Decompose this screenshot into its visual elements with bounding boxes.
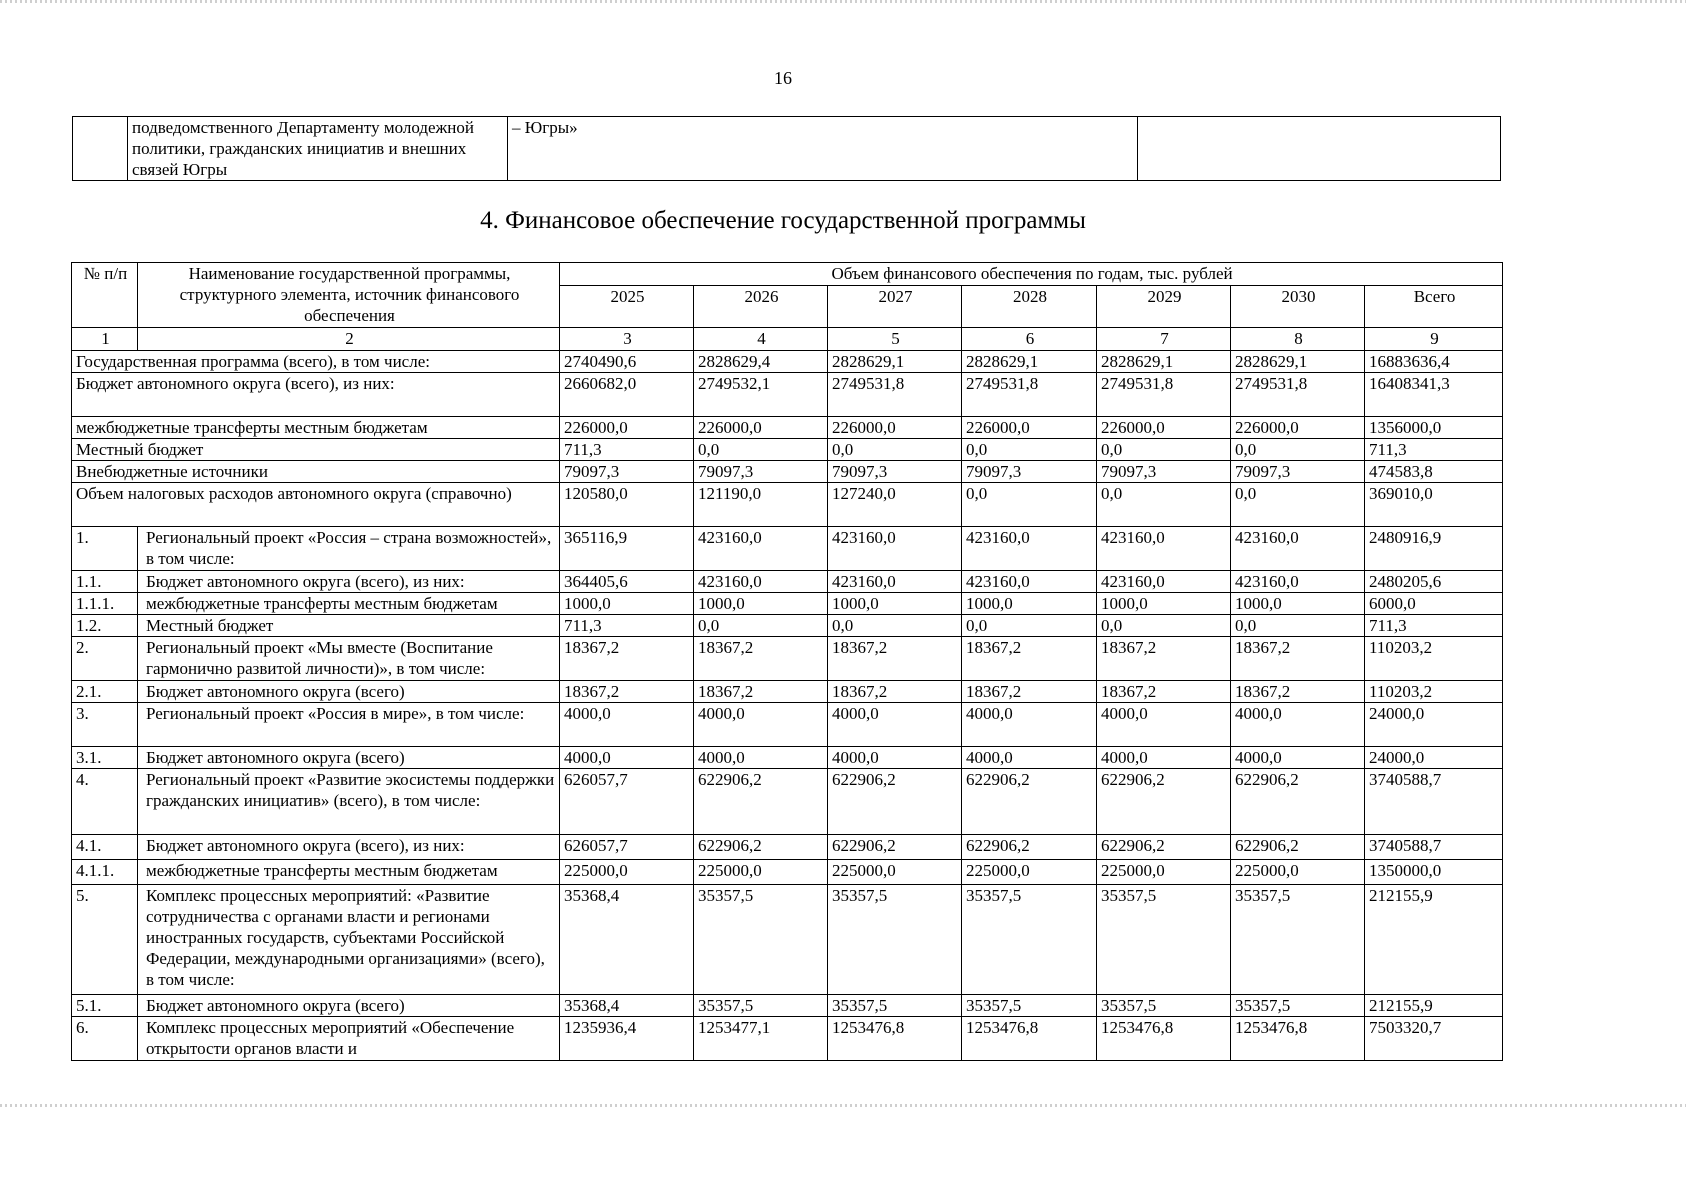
value-cell: 0,0: [694, 615, 828, 637]
column-number: 8: [1231, 328, 1365, 351]
value-cell: 18367,2: [1097, 637, 1231, 681]
table-row: [72, 527, 1503, 571]
row-name: Внебюджетные источники: [72, 461, 560, 483]
value-cell: 2749532,1: [694, 373, 828, 417]
row-name: межбюджетные трансферты местным бюджетам: [138, 860, 560, 885]
previous-table-continuation: [72, 116, 1501, 181]
value-cell: 226000,0: [828, 417, 962, 439]
value-cell: 1000,0: [1097, 593, 1231, 615]
value-cell: 4000,0: [828, 747, 962, 769]
header-num: № п/п: [72, 263, 138, 328]
table-row: [72, 373, 1503, 417]
value-cell: 4000,0: [560, 747, 694, 769]
value-cell: 212155,9: [1365, 885, 1503, 995]
value-cell: 4000,0: [694, 703, 828, 747]
value-cell: 0,0: [1231, 439, 1365, 461]
header-year: 2025: [560, 286, 694, 328]
row-name: Бюджет автономного округа (всего), из них:: [138, 571, 560, 593]
value-cell: 18367,2: [962, 681, 1097, 703]
value-cell: 35357,5: [962, 885, 1097, 995]
value-cell: 18367,2: [1097, 681, 1231, 703]
table-row: [72, 747, 1503, 769]
value-cell: 0,0: [1097, 615, 1231, 637]
row-number: 4.: [72, 769, 138, 835]
value-cell: 423160,0: [1231, 527, 1365, 571]
value-cell: 423160,0: [694, 571, 828, 593]
row-number: 5.1.: [72, 995, 138, 1017]
value-cell: 1000,0: [560, 593, 694, 615]
value-cell: 364405,6: [560, 571, 694, 593]
value-cell: 18367,2: [560, 681, 694, 703]
header-year: 2027: [828, 286, 962, 328]
row-name: Государственная программа (всего), в том числе:: [72, 351, 560, 373]
value-cell: 35368,4: [560, 885, 694, 995]
value-cell: 16408341,3: [1365, 373, 1503, 417]
value-cell: 2749531,8: [828, 373, 962, 417]
header-year: 2026: [694, 286, 828, 328]
value-cell: 1356000,0: [1365, 417, 1503, 439]
cell: подведомственного Департаменту молодежной политики, гражданских инициатив и внешних связей Югры: [128, 117, 508, 181]
table-row: [72, 681, 1503, 703]
value-cell: 18367,2: [828, 637, 962, 681]
value-cell: 226000,0: [560, 417, 694, 439]
value-cell: 79097,3: [1231, 461, 1365, 483]
value-cell: 35357,5: [1231, 885, 1365, 995]
table-row: [72, 703, 1503, 747]
value-cell: 0,0: [1231, 615, 1365, 637]
value-cell: 3740588,7: [1365, 835, 1503, 860]
value-cell: 79097,3: [1097, 461, 1231, 483]
row-number: 3.: [72, 703, 138, 747]
value-cell: 1000,0: [1231, 593, 1365, 615]
value-cell: 711,3: [560, 439, 694, 461]
row-name: Бюджет автономного округа (всего): [138, 747, 560, 769]
value-cell: 423160,0: [1231, 571, 1365, 593]
cell: [1138, 117, 1501, 181]
value-cell: 622906,2: [694, 835, 828, 860]
value-cell: 423160,0: [1097, 527, 1231, 571]
value-cell: 0,0: [1231, 483, 1365, 527]
value-cell: 2828629,1: [828, 351, 962, 373]
value-cell: 423160,0: [1097, 571, 1231, 593]
value-cell: 622906,2: [828, 769, 962, 835]
value-cell: 2828629,1: [962, 351, 1097, 373]
value-cell: 4000,0: [962, 747, 1097, 769]
section-title: 4. Финансовое обеспечение государственной программы: [480, 207, 1086, 234]
value-cell: 711,3: [1365, 615, 1503, 637]
value-cell: 365116,9: [560, 527, 694, 571]
value-cell: 423160,0: [694, 527, 828, 571]
row-name: Местный бюджет: [138, 615, 560, 637]
row-number: 1.2.: [72, 615, 138, 637]
value-cell: 626057,7: [560, 769, 694, 835]
column-number: 9: [1365, 328, 1503, 351]
value-cell: 622906,2: [962, 835, 1097, 860]
value-cell: 2740490,6: [560, 351, 694, 373]
value-cell: 1253476,8: [962, 1017, 1097, 1061]
value-cell: 226000,0: [962, 417, 1097, 439]
value-cell: 622906,2: [1097, 835, 1231, 860]
row-number: 2.1.: [72, 681, 138, 703]
value-cell: 4000,0: [694, 747, 828, 769]
value-cell: 18367,2: [962, 637, 1097, 681]
table-body: [72, 351, 1503, 1061]
column-number: 1: [72, 328, 138, 351]
value-cell: 18367,2: [560, 637, 694, 681]
value-cell: 4000,0: [1097, 703, 1231, 747]
row-number: 4.1.1.: [72, 860, 138, 885]
value-cell: 18367,2: [1231, 637, 1365, 681]
value-cell: 226000,0: [694, 417, 828, 439]
table-row: [73, 117, 1501, 181]
value-cell: 622906,2: [1231, 835, 1365, 860]
value-cell: 1000,0: [962, 593, 1097, 615]
value-cell: 225000,0: [828, 860, 962, 885]
value-cell: 1350000,0: [1365, 860, 1503, 885]
value-cell: 2828629,4: [694, 351, 828, 373]
table-row: [72, 483, 1503, 527]
cell: – Югры»: [508, 117, 1138, 181]
value-cell: 369010,0: [1365, 483, 1503, 527]
value-cell: 2749531,8: [1231, 373, 1365, 417]
value-cell: 626057,7: [560, 835, 694, 860]
value-cell: 4000,0: [1231, 703, 1365, 747]
row-name: Бюджет автономного округа (всего): [138, 681, 560, 703]
table-row: [72, 571, 1503, 593]
row-name: Бюджет автономного округа (всего), из них:: [72, 373, 560, 417]
value-cell: 35357,5: [1097, 995, 1231, 1017]
value-cell: 0,0: [1097, 483, 1231, 527]
value-cell: 79097,3: [694, 461, 828, 483]
table-row: [72, 461, 1503, 483]
row-name: Региональный проект «Развитие экосистемы поддержки гражданских инициатив» (всего), в том числе:: [138, 769, 560, 835]
value-cell: 423160,0: [828, 527, 962, 571]
value-cell: 18367,2: [1231, 681, 1365, 703]
value-cell: 24000,0: [1365, 703, 1503, 747]
value-cell: 2480205,6: [1365, 571, 1503, 593]
row-name: Региональный проект «Россия – страна возможностей», в том числе:: [138, 527, 560, 571]
value-cell: 16883636,4: [1365, 351, 1503, 373]
column-numbers-row: [72, 328, 1503, 351]
value-cell: 79097,3: [828, 461, 962, 483]
row-name: Комплекс процессных мероприятий: «Развитие сотрудничества с органами власти и регионами иностранных государств, субъектами Российской Федерации, международными организациями» (всего), в том числе:: [138, 885, 560, 995]
value-cell: 622906,2: [962, 769, 1097, 835]
column-number: 3: [560, 328, 694, 351]
column-number: 2: [138, 328, 560, 351]
value-cell: 225000,0: [962, 860, 1097, 885]
header-row: [72, 263, 1503, 286]
value-cell: 127240,0: [828, 483, 962, 527]
value-cell: 7503320,7: [1365, 1017, 1503, 1061]
table-row: [72, 417, 1503, 439]
column-number: 5: [828, 328, 962, 351]
value-cell: 35357,5: [962, 995, 1097, 1017]
value-cell: 2480916,9: [1365, 527, 1503, 571]
value-cell: 120580,0: [560, 483, 694, 527]
value-cell: 1253476,8: [1097, 1017, 1231, 1061]
value-cell: 226000,0: [1231, 417, 1365, 439]
value-cell: 1253477,1: [694, 1017, 828, 1061]
value-cell: 0,0: [1097, 439, 1231, 461]
value-cell: 711,3: [1365, 439, 1503, 461]
row-number: 1.1.1.: [72, 593, 138, 615]
value-cell: 35357,5: [694, 995, 828, 1017]
value-cell: 2749531,8: [1097, 373, 1231, 417]
value-cell: 24000,0: [1365, 747, 1503, 769]
table-row: [72, 351, 1503, 373]
value-cell: 0,0: [962, 615, 1097, 637]
row-number: 1.: [72, 527, 138, 571]
value-cell: 6000,0: [1365, 593, 1503, 615]
value-cell: 35357,5: [694, 885, 828, 995]
value-cell: 79097,3: [962, 461, 1097, 483]
value-cell: 226000,0: [1097, 417, 1231, 439]
value-cell: 1235936,4: [560, 1017, 694, 1061]
value-cell: 3740588,7: [1365, 769, 1503, 835]
value-cell: 4000,0: [828, 703, 962, 747]
row-name: Бюджет автономного округа (всего), из них:: [138, 835, 560, 860]
header-volume: Объем финансового обеспечения по годам, тыс. рублей: [560, 263, 1503, 286]
value-cell: 622906,2: [828, 835, 962, 860]
value-cell: 2828629,1: [1231, 351, 1365, 373]
header-name: Наименование государственной программы, структурного элемента, источник финансового обеспечения: [138, 263, 560, 328]
value-cell: 79097,3: [560, 461, 694, 483]
row-number: 6.: [72, 1017, 138, 1061]
value-cell: 0,0: [962, 483, 1097, 527]
value-cell: 110203,2: [1365, 637, 1503, 681]
value-cell: 18367,2: [828, 681, 962, 703]
value-cell: 18367,2: [694, 681, 828, 703]
value-cell: 35357,5: [828, 885, 962, 995]
column-number: 7: [1097, 328, 1231, 351]
value-cell: 1000,0: [694, 593, 828, 615]
value-cell: 622906,2: [1231, 769, 1365, 835]
value-cell: 35368,4: [560, 995, 694, 1017]
value-cell: 4000,0: [1097, 747, 1231, 769]
table-row: [72, 637, 1503, 681]
value-cell: 1253476,8: [828, 1017, 962, 1061]
header-year: Всего: [1365, 286, 1503, 328]
row-name: Бюджет автономного округа (всего): [138, 995, 560, 1017]
value-cell: 1253476,8: [1231, 1017, 1365, 1061]
value-cell: 423160,0: [962, 527, 1097, 571]
row-name: Комплекс процессных мероприятий «Обеспечение открытости органов власти и: [138, 1017, 560, 1061]
value-cell: 2749531,8: [962, 373, 1097, 417]
value-cell: 2660682,0: [560, 373, 694, 417]
value-cell: 4000,0: [560, 703, 694, 747]
row-name: Объем налоговых расходов автономного округа (справочно): [72, 483, 560, 527]
row-number: 3.1.: [72, 747, 138, 769]
table-row: [72, 1017, 1503, 1061]
column-number: 6: [962, 328, 1097, 351]
value-cell: 2828629,1: [1097, 351, 1231, 373]
value-cell: 212155,9: [1365, 995, 1503, 1017]
row-name: Региональный проект «Россия в мире», в том числе:: [138, 703, 560, 747]
table-row: [72, 769, 1503, 835]
table-row: [72, 995, 1503, 1017]
row-number: 1.1.: [72, 571, 138, 593]
table-row: [72, 860, 1503, 885]
table-row: [72, 439, 1503, 461]
value-cell: 0,0: [828, 615, 962, 637]
value-cell: 18367,2: [694, 637, 828, 681]
value-cell: 1000,0: [828, 593, 962, 615]
page-number: 16: [774, 68, 792, 88]
row-number: 2.: [72, 637, 138, 681]
table-row: [72, 615, 1503, 637]
row-name: Региональный проект «Мы вместе (Воспитание гармонично развитой личности)», в том числе:: [138, 637, 560, 681]
value-cell: 0,0: [828, 439, 962, 461]
value-cell: 225000,0: [560, 860, 694, 885]
table-row: [72, 593, 1503, 615]
value-cell: 110203,2: [1365, 681, 1503, 703]
value-cell: 35357,5: [1097, 885, 1231, 995]
value-cell: 225000,0: [694, 860, 828, 885]
header-year: 2028: [962, 286, 1097, 328]
row-name: межбюджетные трансферты местным бюджетам: [138, 593, 560, 615]
value-cell: 4000,0: [1231, 747, 1365, 769]
value-cell: 0,0: [962, 439, 1097, 461]
row-name: межбюджетные трансферты местным бюджетам: [72, 417, 560, 439]
value-cell: 35357,5: [1231, 995, 1365, 1017]
value-cell: 423160,0: [962, 571, 1097, 593]
value-cell: 0,0: [694, 439, 828, 461]
cell: [73, 117, 128, 181]
column-number: 4: [694, 328, 828, 351]
value-cell: 35357,5: [828, 995, 962, 1017]
value-cell: 622906,2: [694, 769, 828, 835]
value-cell: 711,3: [560, 615, 694, 637]
value-cell: 225000,0: [1231, 860, 1365, 885]
value-cell: 423160,0: [828, 571, 962, 593]
value-cell: 474583,8: [1365, 461, 1503, 483]
row-name: Местный бюджет: [72, 439, 560, 461]
financing-table: [71, 262, 1503, 1061]
table-row: [72, 885, 1503, 995]
table-row: [72, 835, 1503, 860]
row-number: 5.: [72, 885, 138, 995]
value-cell: 121190,0: [694, 483, 828, 527]
value-cell: 225000,0: [1097, 860, 1231, 885]
row-number: 4.1.: [72, 835, 138, 860]
header-year: 2030: [1231, 286, 1365, 328]
header-year: 2029: [1097, 286, 1231, 328]
value-cell: 4000,0: [962, 703, 1097, 747]
value-cell: 622906,2: [1097, 769, 1231, 835]
